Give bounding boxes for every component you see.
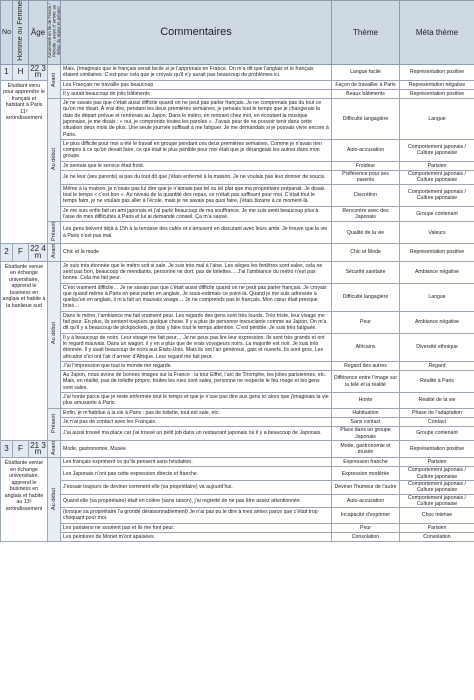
meta-theme-cell: Parisien [400, 523, 474, 532]
theme-cell: Froideur [332, 161, 400, 170]
meta-theme-cell: Comportement japonais / Culture japonaise [400, 480, 474, 494]
meta-theme-cell: Comportement japonais / Culture japonaise [400, 184, 474, 206]
comment-cell: J’ai honte parce que je reste enfermée tout le temps et que je n’ose pas dire aux gens ici alors que j’imaginais la vie plus amusante à Paris. [61, 393, 332, 409]
comment-cell: Quand elle (sa propriétaire) était en colère (sans raison), j’ai regretté de ne pas être assez attentionnée. [61, 494, 332, 508]
theme-cell: Expression franche [332, 458, 400, 467]
period-label-text: Présent [50, 413, 57, 433]
theme-cell: Africains [332, 333, 400, 361]
theme-cell: Sécurité sanitaire [332, 261, 400, 283]
period-label [48, 458, 61, 542]
meta-theme-cell: Langue [400, 99, 474, 140]
comment-cell: C’est vraiment difficile… Je ne savais pas que c’était aussi difficile quand on ne peut pas parler français. Je croyais que quand même à Paris on peut parler en anglais. Je sous-estimais ce point-là. Quand je me suis adressée à quelqu’un en anglais, il m’a fait un mauvais visage… Je ne comprends pas le français. Mon cœur était presque brisé… [61, 283, 332, 311]
header-age: Âge [29, 1, 48, 65]
meta-theme-cell: Ambiance négative [400, 311, 474, 333]
comment-cell: Au Japon, nous avons de bonnes images sur la France : la tour Eiffel, l’arc de Triomphe, les jolies parisiennes, etc. Mais, en réalité, pas de toilette propre, toutes les rues sont sales, personne ne respecte le feu rouge et les gens sont sales. [61, 371, 332, 393]
theme-cell: Expression modérée [332, 467, 400, 481]
table-row [1, 139, 474, 161]
table-row [1, 494, 474, 508]
meta-theme-cell: Représentation positive [400, 244, 474, 261]
meta-theme-cell: Regard [400, 361, 474, 370]
comment-cell: Les gens boivent déjà à 15h à la terrasse des cafés et s’amusent en discutant avec leurs amis. Je trouve que la vie à Paris n’est pas mal. [61, 222, 332, 244]
period-label [48, 440, 61, 457]
theme-cell: Consolation [332, 533, 400, 542]
person-sex: H [13, 64, 29, 80]
header-row [1, 1, 474, 65]
comment-cell: Les français expriment ce qu’ils pensent sans hésitation. [61, 458, 332, 467]
table-row [1, 99, 474, 140]
period-label-text: Avant [50, 440, 57, 455]
meta-theme-cell: Groupe contenant [400, 206, 474, 222]
period-label [48, 244, 61, 261]
meta-theme-cell: Comportement japonais / Culture japonaise [400, 139, 474, 161]
comment-cell: J’essaie toujours de deviner comment elle (sa propriétaire) va aujourd’hui. [61, 480, 332, 494]
header-meta: Méta thème [400, 1, 474, 65]
table-row [1, 244, 474, 261]
theme-cell: Qualité de la vie [332, 222, 400, 244]
person-age: 22 4 m [30, 244, 46, 260]
person-number: 3 [1, 440, 13, 457]
theme-cell: Chic et Mode [332, 244, 400, 261]
theme-cell: Peur [332, 523, 400, 532]
table-row [1, 371, 474, 393]
table-row [1, 311, 474, 333]
table-row [1, 161, 474, 170]
table-row [1, 283, 474, 311]
person-age: 22 3 m [30, 63, 46, 80]
comment-cell: Je me suis enfin fait un ami japonais et j’ai parlé beaucoup de ma souffrance. Je me suis senti beaucoup plus à l’aise de mes difficultés à Paris et lui ai demandé conseil. Ça m’a sauvé. [61, 206, 332, 222]
theme-cell: Beaux bâtiments [332, 89, 400, 98]
comment-cell: Dans le métro, l’ambiance me fait vraiment peur. Les regards des gens sont très lourds. Très triste, leur visage me fait peur. En plus, ils sentent toujours quelque chose. Il y a plus de personne insouciante comme au Japon. On m’a dit qu’il y a beaucoup de pickpockets, je dois y faire tout le temps attention. C’est pénible. Je suis très fatiguée. [61, 311, 332, 333]
period-label [48, 64, 61, 98]
person-number: 1 [1, 64, 13, 80]
meta-theme-cell: Parisien [400, 458, 474, 467]
table-row [1, 89, 474, 98]
comment-cell: Je ne leur (ses parents) ai pas du tout dit que j’étais enfermé à la maison. Je ne voulais pas leur donner de soucis. [61, 171, 332, 185]
table-row [1, 440, 474, 457]
meta-theme-cell: Comportement japonais / Culture japonaise [400, 467, 474, 481]
period-label [48, 408, 61, 440]
meta-theme-cell: Réalité de la vie [400, 393, 474, 409]
theme-cell: Mode, gastronomie et musée [332, 440, 400, 457]
period-label [48, 222, 61, 244]
meta-theme-cell: Représentation positive [400, 440, 474, 457]
comment-cell: Même à la maison, je n’osais pas lui dire que je n’aimais pas tel ou tel plat que ma propriétaire préparait. Je disais tout le temps « c’est bon ». Au niveau de la quantité des repas, ce n’était pas suffisant pour moi. C’était tout le temps faim, je ne voulais pas aller à l’école, mais je ne savais pas quoi faire, j’étais bizarre à ce moment-là. [61, 184, 332, 206]
meta-theme-cell: Ambiance négative [400, 261, 474, 283]
period-label-text: Avant [50, 73, 57, 88]
meta-theme-cell: Phase de l’adaptation [400, 408, 474, 417]
meta-theme-cell: Parisien [400, 161, 474, 170]
meta-theme-cell: Groupe contenant [400, 427, 474, 441]
theme-cell: Rencontre avec des Japonais [332, 206, 400, 222]
period-label-text: Avant [50, 244, 57, 259]
theme-cell: Habituation [332, 408, 400, 417]
table-row [1, 523, 474, 532]
table-row [1, 533, 474, 542]
table-row [1, 64, 474, 80]
period-label-text: Présent [50, 222, 57, 242]
table-row [1, 80, 474, 89]
comment-cell: Les peintures de Monet m’ont apaisées. [61, 533, 332, 542]
meta-theme-cell: Valeurs [400, 222, 474, 244]
header-comments: Commentaires [61, 1, 332, 65]
table-row [1, 184, 474, 206]
table-row [1, 393, 474, 409]
theme-cell: Auto-accusation [332, 139, 400, 161]
person-description: Étudiante venue en échange universitaire, apprend le business en anglais et habite à la banlieue sud [1, 261, 48, 440]
comment-cell: Je ne savais pas que c’était aussi difficile quand on ne peut pas parler français. Je ne comprenais pas du tout ce qu’on me disait. À vrai dire, pendant les deux premières semaines, je pensais tout le temps que je changerais la date de départ prévue et rentrerais au Japon. Dans le métro, en rentrant chez moi, en écoutant la musique japonaise, je me disais : « oui, je comprends toutes les paroles ». J’avais peur de ne pouvoir tenir dans cette situation deux mois de plus. Une seule journée suffisait à me fatiguer. Je me demandais si je pouvais vivre encore à Paris. [61, 99, 332, 140]
theme-cell: Différence entre l’image sur la télé et la réalité [332, 371, 400, 393]
comment-cell: (lorsque sa propriétaire l’a grondé déraisonnablement) Je n’ai pas pu le dire à mes amies parce que c’était trop choquant pour moi. [61, 508, 332, 524]
theme-cell: Incapacité d’exprimer [332, 508, 400, 524]
table-row [1, 171, 474, 185]
table-row [1, 480, 474, 494]
comment-cell: Il y a beaucoup de noirs. Leur visage me fait peur… Je ne peux pas lire leur expression. Ils sont très grands et ont le regard mauvais. Dans un wagon, il y en a plus que de vrais voyageurs noirs. La majorité est noir. Je suis très étonnée. Il y avait beaucoup de noirs aux États-Unis. Mais ils ont l’air généreux, gais et ouverts. Ils sont gros. Les africains d’ici ont l’air d’arriver d’Afrique. Leur regard me fait peur. [61, 333, 332, 361]
comment-cell: Je sentais que le service était froid. [61, 161, 332, 170]
table-row [1, 427, 474, 441]
comment-cell: Je n’ai pas de contact avec les Français. [61, 417, 332, 426]
comment-cell: J’ai l’impression que tout le monde me regarde. [61, 361, 332, 370]
meta-theme-cell: Consolation [400, 533, 474, 542]
table-body [1, 64, 474, 541]
theme-cell: Façon de travailler à Paris [332, 80, 400, 89]
person-number: 2 [1, 244, 13, 261]
header-period: Ancienneté en Île de France / Période : avant d’ arriver, au début du séjour et présent [48, 1, 61, 65]
comment-cell: Il y aurait beaucoup de jolis bâtiments [61, 89, 332, 98]
comment-cell: Mais, j’imaginais que le français serait facile si je l’apprenais en France. On m’a dit que l’anglais et le français étaient similaires. C’est pour cela que je croyais qu’il n’y aurait pas beaucoup de problèmes ici. [61, 64, 332, 80]
period-label [48, 99, 61, 222]
theme-cell: Peur [332, 311, 400, 333]
person-description: Étudiante venue en échange universitaire, apprend le business en anglais et habite au 13ᵉ arrondissement [1, 458, 48, 542]
period-label-text: Au début [50, 147, 57, 170]
table-row [1, 417, 474, 426]
table-row [1, 261, 474, 283]
table-row [1, 508, 474, 524]
meta-theme-cell: Comportement japonais / Culture japonaise [400, 171, 474, 185]
table-row [1, 333, 474, 361]
meta-theme-cell: Langue [400, 283, 474, 311]
comment-cell: Je suis très étonnée que le métro soit si sale. Je suis très mal à l’aise. Les sièges les fenêtres sont sales, cela ne sent pas bon, beaucoup de mendiants, personne ne dort, pas de toilettes… J’ai l’ambiance du métro n’est pas bonne. Cela me fait peur. [61, 261, 332, 283]
theme-cell: Place dans un groupe Japonais [332, 427, 400, 441]
header-theme: Thème [332, 1, 400, 65]
table-row [1, 467, 474, 481]
table-row [1, 206, 474, 222]
comment-cell: Mode, gastronomie, Musée [61, 440, 332, 457]
meta-theme-cell: Choc intense [400, 508, 474, 524]
theme-cell: Langue facile [332, 64, 400, 80]
theme-cell: Deviner l’humeur de l’autre [332, 480, 400, 494]
theme-cell: Difficulté langagière [332, 283, 400, 311]
meta-theme-cell: Représentation négative [400, 80, 474, 89]
theme-cell: Regard des autres [332, 361, 400, 370]
theme-cell: Difficulté langagière [332, 99, 400, 140]
comment-cell: Les Japonais n’ont pas cette expression directe et franche. [61, 467, 332, 481]
meta-theme-cell: Comportement japonais / Culture japonaise [400, 494, 474, 508]
theme-cell: Sans contact [332, 417, 400, 426]
header-no: No [1, 1, 13, 65]
comment-cell: J’ai aussi trouvé ma place car j’ai trouvé un petit job dans un restaurant japonais où il y a beaucoup de Japonais. [61, 427, 332, 441]
comment-cell: Le plus difficile pour moi a été le travail en groupe pendant ces deux premières semaines. Comme je n’avais rien compris à ce qu’on devait faire, ce qui était le plus pénible pour moi était que je dérangeais les autres dans mon groupe. [61, 139, 332, 161]
table-row [1, 222, 474, 244]
period-label-text: Au début [50, 322, 57, 345]
person-description: Étudiant venu pour apprendre le français et habitant à Paris 11ᵉ arrondissement [1, 80, 48, 244]
person-age: 21 3 m [30, 440, 46, 456]
person-sex: F [13, 244, 29, 261]
meta-theme-cell: Représentation positive [400, 89, 474, 98]
meta-theme-cell: Contact [400, 417, 474, 426]
period-label-text: Au début [50, 487, 57, 510]
theme-cell: Auto-accusation [332, 494, 400, 508]
comment-cell: Enfin, je m’habitue à la vie à Paris : pas de toilette, tout est sale, etc. [61, 408, 332, 417]
table-row [1, 361, 474, 370]
period-label [48, 261, 61, 408]
comment-cell: Les parisiens ne sourient pas et ils me font peur. [61, 523, 332, 532]
comment-cell: Chic et la mode [61, 244, 332, 261]
table-row [1, 458, 474, 467]
theme-cell: Préférence pour ses parents [332, 171, 400, 185]
meta-theme-cell: Représentation positive [400, 64, 474, 80]
table-row [1, 408, 474, 417]
theme-cell: Discrétion [332, 184, 400, 206]
theme-cell: Honte [332, 393, 400, 409]
header-sex: Homme ou Femme [13, 1, 29, 65]
meta-theme-cell: Diversité ethnique [400, 333, 474, 361]
comment-cell: Les Français ne travaille pas beaucoup [61, 80, 332, 89]
person-sex: F [13, 440, 29, 457]
meta-theme-cell: Réalité à Paris [400, 371, 474, 393]
